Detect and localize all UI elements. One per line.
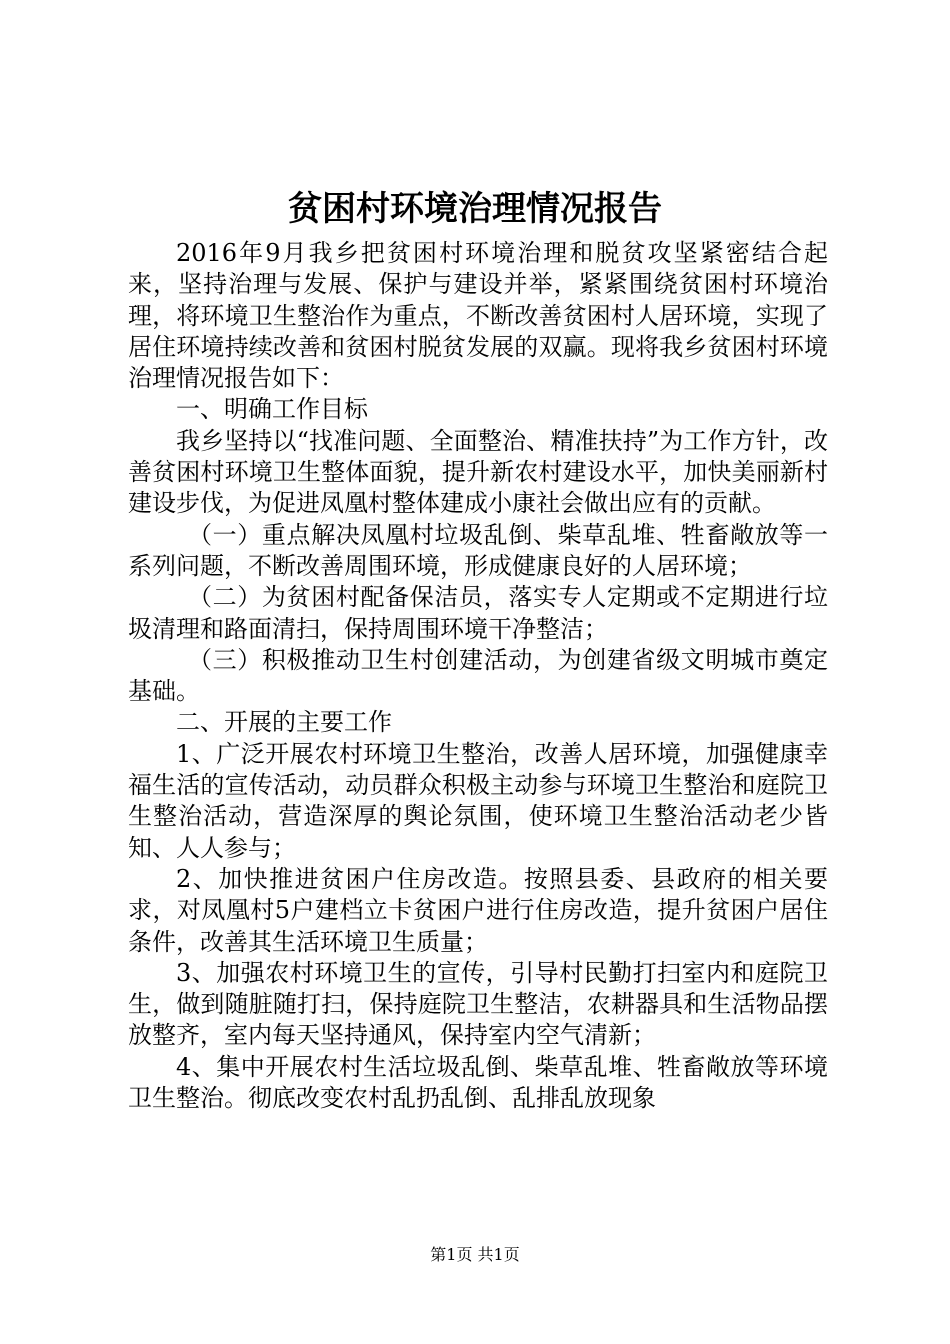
goal-item-3: （三）积极推动卫生村创建活动，为创建省级文明城市奠定基础。 (128, 645, 828, 706)
document-title: 贫困村环境治理情况报告 (288, 189, 662, 229)
work-item-2: 2、加快推进贫困户住房改造。按照县委、县政府的相关要求，对凤凰村5户建档立卡贫困户进行住房改造，提升贫困户居住条件，改善其生活环境卫生质量； (128, 864, 828, 956)
intro-paragraph: 2016年9月我乡把贫困村环境治理和脱贫攻坚紧密结合起来，坚持治理与发展、保护与建设并举，紧紧围绕贫困村环境治理，将环境卫生整治作为重点，不断改善贫困村人居环境，实现了居住环境持续改善和贫困村脱贫发展的双赢。现将我乡贫困村环境治理情况报告如下： (128, 239, 828, 393)
goal-item-2: （二）为贫困村配备保洁员，落实专人定期或不定期进行垃圾清理和路面清扫，保持周围环境干净整洁； (128, 583, 828, 643)
work-item-1: 1、广泛开展农村环境卫生整治，改善人居环境，加强健康幸福生活的宣传活动，动员群众积极主动参与环境卫生整治和庭院卫生整治活动，营造深厚的舆论氛围，使环境卫生整治活动老少皆知、人人参与； (128, 739, 828, 862)
section-heading-goals: 一、明确工作目标 (176, 395, 368, 424)
page-footer: 第1页 共1页 (430, 1245, 520, 1264)
section-heading-work: 二、开展的主要工作 (176, 708, 392, 737)
work-item-4: 4、集中开展农村生活垃圾乱倒、柴草乱堆、牲畜敞放等环境卫生整治。彻底改变农村乱扔乱倒、乱排乱放现象 (128, 1052, 828, 1113)
work-item-3: 3、加强农村环境卫生的宣传，引导村民勤打扫室内和庭院卫生，做到随脏随打扫，保持庭院卫生整洁，农耕器具和生活物品摆放整齐，室内每天坚持通风，保持室内空气清新； (128, 958, 828, 1050)
document-body (128, 238, 828, 1114)
goal-item-1: （一）重点解决凤凰村垃圾乱倒、柴草乱堆、牲畜敞放等一系列问题，不断改善周围环境，形成健康良好的人居环境； (128, 520, 828, 580)
goals-paragraph: 我乡坚持以“找准问题、全面整治、精准扶持”为工作方针，改善贫困村环境卫生整体面貌，提升新农村建设水平，加快美丽新村建设步伐，为促进凤凰村整体建成小康社会做出应有的贡献。 (128, 426, 828, 518)
